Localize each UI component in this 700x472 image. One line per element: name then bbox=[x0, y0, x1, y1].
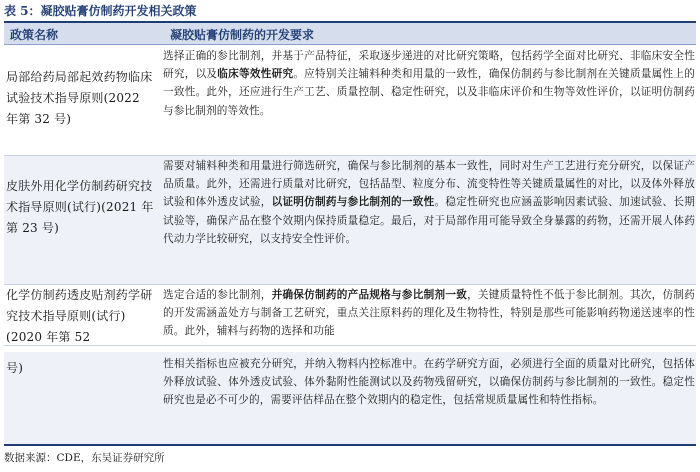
highlight-text: 临床等效性研究 bbox=[217, 68, 294, 81]
policy-requirements: 需要对辅料种类和用量进行筛选研究，确保与参比制剂的基本一致性，同时对生产工艺进行充分研究，以保证产品质量。此外，还需进行质量对比研究，包括晶型、粒度分布、流变特性等关键质量属性的对比，以及体外释放试验和体外透皮试验，以证明仿制药与参比制剂的一致性。稳定性研究也应涵盖影响因素试验、加速试验、长期试验等，确保产品在整个效期内保持质量稳定。最后，对于局部作用可能导致全身暴露的药物，还需开展人体药代动力学比较研究，以支持安全性评价。 bbox=[163, 160, 695, 245]
row-divider bbox=[4, 345, 696, 346]
table-caption: 表 5：凝胶贴膏仿制药开发相关政策 bbox=[4, 4, 197, 18]
table-bottom-rule bbox=[4, 444, 696, 446]
highlight-text: 并确保仿制药的产品规格与参比制剂一致 bbox=[271, 289, 468, 301]
header-requirements: 凝胶贴膏仿制药的开发要求 bbox=[170, 28, 315, 42]
source-note: 数据来源：CDE，东吴证券研究所 bbox=[4, 452, 165, 464]
policy-requirements-continued: 性相关指标也应被充分研究，并纳入物料内控标准中。在药学研究方面，必须进行全面的质量对比研究，包括体外释放试验、体外透皮试验、体外黏附性能测试以及药物残留研究，以确保仿制药与参比制剂的一致性。稳定性研究也是必不可少的，需要评估样品在整个效期内的稳定性，包括常规质量属性和特性指标。 bbox=[163, 358, 695, 407]
table-row bbox=[4, 156, 696, 284]
table-row bbox=[4, 285, 696, 344]
table-row bbox=[4, 45, 696, 155]
policy-requirements: 选定合适的参比制剂，并确保仿制药的产品规格与参比制剂一致，关键质量特性不低于参比制剂。其次，仿制药的开发需涵盖处方与制备工艺研究，重点关注原料药的理化及生物特性，特别是那些可能影响药物递送速率的性质。此外，辅料与药物的选择和功能 bbox=[163, 289, 695, 338]
table-header bbox=[4, 23, 696, 45]
highlight-text: 以证明仿制药与参比制剂的一致性 bbox=[271, 196, 435, 209]
policy-requirements: 选择正确的参比制剂，并基于产品特征，采取逐步递进的对比研究策略，包括药学全面对比研究、非临床安全性研究，以及临床等效性研究。应特别关注辅料种类和用量的一致性，确保仿制药与参比制剂在关键质量属性上的一致性。此外，还应进行生产工艺、质量控制、稳定性研究，以及非临床评价和生物等效性评价，以证明仿制药与参比制剂的等效性。 bbox=[163, 50, 695, 117]
policy-name-continued: 号) bbox=[6, 361, 24, 375]
policy-name: 皮肤外用化学仿制药研究技术指导原则(试行)(2021 年第 23 号) bbox=[6, 179, 154, 235]
table-row-continued bbox=[4, 352, 696, 444]
policy-name: 局部给药局部起效药物临床试验技术指导原则(2022 年第 32 号) bbox=[6, 70, 153, 126]
policy-name: 化学仿制药透皮贴剂药学研究技术指导原则(试行)(2020 年第 52 bbox=[6, 288, 153, 344]
header-policy-name: 政策名称 bbox=[10, 28, 59, 42]
